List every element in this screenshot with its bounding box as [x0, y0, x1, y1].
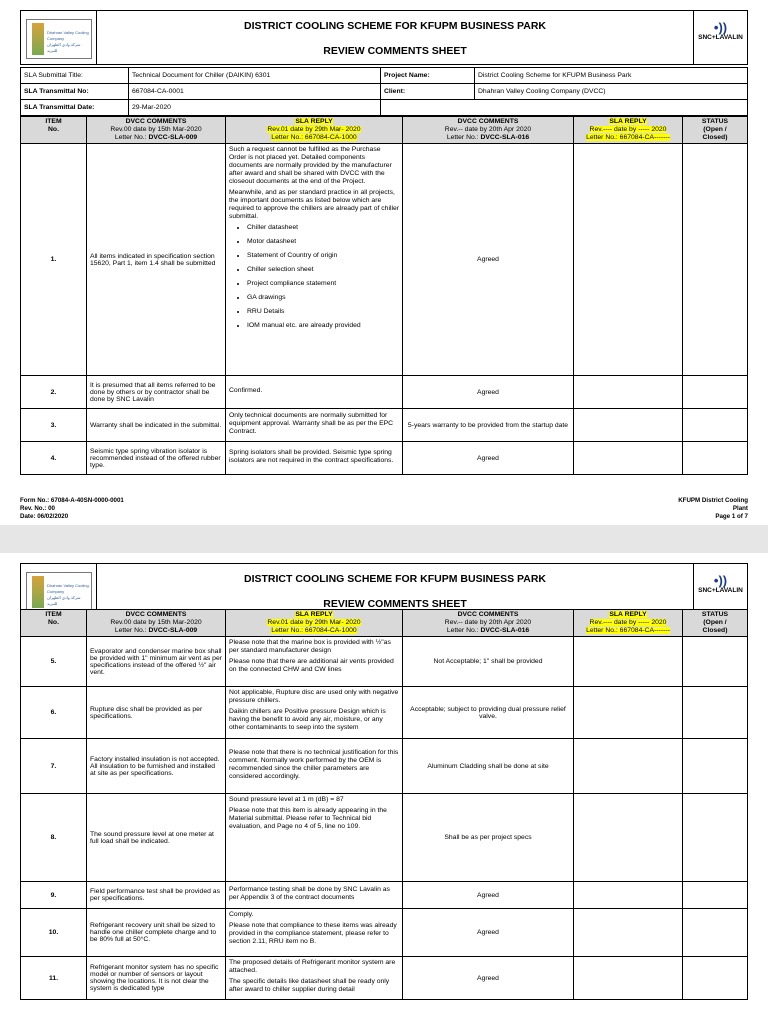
col-header-dvcc-comments: DVCC COMMENTS Rev.00 date by 15th Mar-2020 Letter No.: DVCC-SLA-009	[87, 610, 226, 637]
status-cell	[683, 794, 748, 882]
list-item: • GA drawings	[247, 294, 399, 302]
col-header-sla-reply: SLA REPLY Rev.01 date by 29th Mar- 2020 Letter No.: 667084-CA-1000	[226, 117, 403, 144]
list-item: • RRU Details	[247, 308, 399, 316]
dvcc-comment-2: Agreed	[403, 957, 574, 1000]
sla-reply-2	[574, 442, 683, 475]
reply-paragraph: Please note that compliance to these items was already provided in the compliance statement, please refer to section 2.11, RRU item no B.	[229, 922, 397, 945]
dvcc-comment: Refrigerant monitor system has no specific model or number of sensors or layout showing the locations. It is not clear the system is dedicated type	[87, 957, 226, 1000]
col-header-item: ITEM No.	[21, 610, 87, 637]
reply-paragraph: Comply.	[229, 911, 254, 918]
dvcc-comment: Warranty shall be indicated in the submittal.	[87, 409, 226, 442]
dvcc-comment-2: Agreed	[403, 144, 574, 376]
reply-paragraph: Spring isolators shall be provided. Seismic type spring isolators are not required in the contract specifications.	[229, 448, 394, 464]
dvcc-comment: Evaporator and condenser marine box shall be provided with 1" minimum air vent as per specifications instead of the offered ½" air vent.	[87, 637, 226, 687]
reply-paragraph: Only technical documents are normally submitted for equipment approval. Warranty shall be as per the EPC Contract.	[229, 411, 394, 435]
table-row	[21, 687, 748, 739]
table-row	[21, 442, 748, 475]
reply-paragraph: Please note that there are additional air vents provided on the connected CHW and CW lines	[229, 658, 394, 673]
sla-reply	[226, 882, 403, 909]
status-cell	[683, 409, 748, 442]
sla-reply	[226, 794, 403, 882]
sla-reply	[226, 376, 403, 409]
status-cell	[683, 957, 748, 1000]
table-row	[21, 409, 748, 442]
snc-mark-icon: •))	[713, 573, 728, 588]
table-row	[21, 739, 748, 794]
list-item: • Statement of Country of origin	[247, 252, 399, 260]
document-page-1: Dhahran Valley Cooling Company شركة وادي الظهران للتبريد DISTRICT COOLING SCHEME FOR KFUPM BUSINESS PARK REVIEW COMMENTS SHEET •)) SNC+LAVALIN SLA Submittal Title: Technical Document for Chiller (DAIKIN) 6301 Project Name: District Cooling Scheme for KFUPM Business Park SLA Transmittal No: 667084-CA-0001 Client: Dhahran Valley Cooling Company (DVCC) SLA Transmittal Date: 29-Mar-2020 ITEM No. DVCC COMMENTS Rev.00 date by 15th Mar-2020 Letter No.: DVCC-SLA-009 SLA REPLY Rev.01 date by 29th Mar- 2020 Letter No.: 667084-CA-1000 DVCC COMMENTS Rev.-- date by 20th Apr 2020 Letter No.: DVCC-SLA-016 SLA REPLY Rev.---- date by ----- 2020 Letter No.: 667084-CA------- STATUS (Open / Closed) 1. All items indicated in specification section 15620, Part 1, item 1.4 shall be submitted Such a request cannot be fulfilled as the Purchase Order is not placed yet. Detailed components documents are normally provided by the manufacturer after award and shall be shared with DVCC with the closeout documents at the end of the Project. Meanwhile, and as per standard practice in all projects, the important documents as listed below which are required to approve the chillers are already part of chiller submittal. • Chiller datasheet • Motor datasheet • Statement of Country of origin • Chiller selection sheet • Project compliance statement • GA drawings • RRU Details • IOM manual etc. are already provided Agreed 2. It is presumed that all items referred to be done by others or by contractor shall be done by SNC Lavalin Confirmed. Agreed 3. Warranty shall be indicated in the submittal. Only technical documents are normally submitted for equipment approval. Warranty shall be as per the EPC Contract. 5-years warranty to be provided from the startup date 4. Seismic type spring vibration isolator is recommended instead of the offered rubber type. Spring isolators shall be provided. Seismic type spring isolators are not required in the contract specifications. Agreed Form No.: 67084-A-40SN-0000-0001 Rev. No.: 00 Date: 06/02/2020 KFUPM District Cooling Plant Page 1 of 7	[20, 0, 748, 525]
item-number: 8.	[21, 794, 87, 882]
document-page-2	[20, 553, 748, 1024]
status-cell	[683, 739, 748, 794]
col-header-sla-reply-2: SLA REPLY Rev.---- date by ----- 2020 Letter No.: 667084-CA-------	[574, 117, 683, 144]
sla-reply	[226, 637, 403, 687]
table-row	[21, 957, 748, 1000]
table-row	[21, 144, 748, 376]
page-subtitle: REVIEW COMMENTS SHEET	[323, 598, 467, 610]
item-number: 6.	[21, 687, 87, 739]
list-item: • Project compliance statement	[247, 280, 399, 288]
snc-mark-icon: •))	[713, 20, 728, 35]
status-cell	[683, 442, 748, 475]
item-number: 3.	[21, 409, 87, 442]
sla-reply-2	[574, 409, 683, 442]
form-date: Date: 06/02/2020	[20, 513, 69, 520]
col-header-sla-reply-2: SLA REPLY Rev.---- date by ----- 2020 Letter No.: 667084-CA-------	[574, 610, 683, 637]
sla-reply-2	[574, 882, 683, 909]
table-row	[21, 882, 748, 909]
page-title: DISTRICT COOLING SCHEME FOR KFUPM BUSINESS PARK	[244, 573, 546, 585]
dvcc-comment: The sound pressure level at one meter at full load shall be indicated.	[87, 794, 226, 882]
info-label: SLA Transmittal Date:	[21, 100, 129, 116]
item-number: 9.	[21, 882, 87, 909]
item-number: 5.	[21, 637, 87, 687]
sla-reply-2	[574, 687, 683, 739]
sla-reply	[226, 909, 403, 957]
info-value: District Cooling Scheme for KFUPM Business Park	[475, 68, 748, 84]
table-row	[21, 909, 748, 957]
reply-paragraph: Sound pressure level at 1 m (dB) = 87	[229, 796, 344, 803]
dvcc-comment-2: Not Acceptable; 1" shall be provided	[403, 637, 574, 687]
table-row	[21, 637, 748, 687]
dvcc-comment: Seismic type spring vibration isolator is recommended instead of the offered rubber type.	[87, 442, 226, 475]
status-cell	[683, 637, 748, 687]
dvcc-comment-2: Acceptable; subject to providing dual pressure relief valve.	[403, 687, 574, 739]
dvcc-comment-2: Agreed	[403, 376, 574, 409]
review-comments-table	[20, 116, 748, 475]
reply-paragraph: Please note that this item is already appearing in the Material submittal. Please refer to Technical bid evaluation, and Page no 4 of 5, line no 109.	[229, 807, 387, 830]
table-row	[21, 794, 748, 882]
dvcc-comment-2: Agreed	[403, 882, 574, 909]
list-item: • IOM manual etc. are already provided	[247, 322, 399, 330]
dvcc-comment-2: Aluminum Cladding shall be done at site	[403, 739, 574, 794]
info-value: 667084-CA-0001	[129, 84, 381, 100]
sla-reply	[226, 739, 403, 794]
page-subtitle: REVIEW COMMENTS SHEET	[323, 45, 467, 57]
item-number: 2.	[21, 376, 87, 409]
reply-paragraph: Such a request cannot be fulfilled as the Purchase Order is not placed yet. Detailed components documents are normally provided by the manufacturer after award and shall be shared with DVCC with the closeout documents at the end of the Project.	[229, 146, 392, 185]
info-label: Client:	[381, 84, 475, 100]
item-number: 7.	[21, 739, 87, 794]
sla-reply-2	[574, 376, 683, 409]
col-header-item: ITEM No.	[21, 117, 87, 144]
item-number: 4.	[21, 442, 87, 475]
col-header-status: STATUS (Open / Closed)	[683, 610, 748, 637]
sla-reply-2	[574, 957, 683, 1000]
dvcc-comment: Rupture disc shall be provided as per specifications.	[87, 687, 226, 739]
status-cell	[683, 687, 748, 739]
col-header-dvcc-comments-2: DVCC COMMENTS Rev.-- date by 20th Apr 2020 Letter No.: DVCC-SLA-016	[403, 117, 574, 144]
item-number: 1.	[21, 144, 87, 376]
reply-paragraph: The proposed details of Refrigerant monitor system are attached.	[229, 959, 396, 974]
list-item: • Motor datasheet	[247, 238, 399, 246]
status-cell	[683, 882, 748, 909]
reply-paragraph: Meanwhile, and as per standard practice in all projects, the important documents as listed below which are required to approve the chillers are already part of chiller submittal.	[229, 189, 400, 220]
col-header-dvcc-comments: DVCC COMMENTS Rev.00 date by 15th Mar-2020 Letter No.: DVCC-SLA-009	[87, 117, 226, 144]
col-header-sla-reply: SLA REPLY Rev.01 date by 29th Mar- 2020 Letter No.: 667084-CA-1000	[226, 610, 403, 637]
status-cell	[683, 376, 748, 409]
reply-list	[247, 224, 399, 330]
review-comments-table	[20, 609, 748, 1000]
snc-lavalin-logo: •)) SNC+LAVALIN	[693, 11, 747, 64]
dvcc-comment-2: Agreed	[403, 442, 574, 475]
sla-reply-2	[574, 637, 683, 687]
item-number: 10.	[21, 909, 87, 957]
dvcc-comment: Factory installed insulation is not accepted. All insulation to be furnished and installed at site as per specifications.	[87, 739, 226, 794]
item-number: 11.	[21, 957, 87, 1000]
sla-reply-2	[574, 144, 683, 376]
dvcc-comment-2: 5-years warranty to be provided from the startup date	[403, 409, 574, 442]
info-value: Technical Document for Chiller (DAIKIN) 6301	[129, 68, 381, 84]
dvcc-logo: Dhahran Valley Cooling Company شركة وادي الظهران للتبريد	[21, 564, 97, 617]
sla-reply	[226, 409, 403, 442]
list-item: • Chiller selection sheet	[247, 266, 399, 274]
list-item: • Chiller datasheet	[247, 224, 399, 232]
dvcc-comment: It is presumed that all items referred to be done by others or by contractor shall be done by SNC Lavalin	[87, 376, 226, 409]
status-cell	[683, 909, 748, 957]
reply-paragraph: Please note that the marine box is provided with ½"as per standard manufacturer design	[229, 639, 391, 654]
reply-paragraph: Please note that there is no technical justification for this comment. Normally work performed by the OEM is recommended since the chiller parameters are considered accordingly.	[229, 748, 399, 780]
status-cell	[683, 144, 748, 376]
dvcc-comment: Refrigerant recovery unit shall be sized to handle one chiller complete charge and to be 80% full at 50°C.	[87, 909, 226, 957]
reply-paragraph: Performance testing shall be done by SNC Lavalin as per Appendix 3 of the contract documents	[229, 885, 390, 901]
submittal-info-table	[20, 67, 748, 116]
reply-paragraph: Not applicable, Rupture disc are used only with negative pressure chillers.	[229, 689, 399, 704]
info-label: SLA Transmittal No:	[21, 84, 129, 100]
info-value: 29-Mar-2020	[129, 100, 381, 116]
reply-paragraph: Confirmed.	[229, 386, 263, 394]
reply-paragraph: The specific details like datasheet shall be ready only after award to chiller supplier during detail	[229, 978, 390, 993]
sla-reply-2	[574, 794, 683, 882]
info-label: Project Name:	[381, 68, 475, 84]
dvcc-comment: All items indicated in specification section 15620, Part 1, item 1.4 shall be submitted	[87, 144, 226, 376]
page-header	[20, 10, 748, 65]
sla-reply	[226, 442, 403, 475]
info-value: Dhahran Valley Cooling Company (DVCC)	[475, 84, 748, 100]
dvcc-logo: Dhahran Valley Cooling Company شركة وادي الظهران للتبريد	[21, 11, 97, 64]
page-number: Page 1 of 7	[715, 513, 748, 520]
info-label: SLA Submittal Title:	[21, 68, 129, 84]
table-row	[21, 376, 748, 409]
sla-reply	[226, 687, 403, 739]
sla-reply	[226, 144, 403, 376]
revision-number: Rev. No.: 00	[20, 505, 55, 512]
dvcc-comment-2: Shall be as per project specs	[403, 794, 574, 882]
dvcc-comment: Field performance test shall be provided as per specifications.	[87, 882, 226, 909]
dvcc-comment-2: Agreed	[403, 909, 574, 957]
col-header-status: STATUS (Open / Closed)	[683, 117, 748, 144]
sla-reply	[226, 957, 403, 1000]
snc-lavalin-logo: •)) SNC+LAVALIN	[693, 564, 747, 617]
page-title: DISTRICT COOLING SCHEME FOR KFUPM BUSINESS PARK	[244, 20, 546, 32]
col-header-dvcc-comments-2: DVCC COMMENTS Rev.-- date by 20th Apr 2020 Letter No.: DVCC-SLA-016	[403, 610, 574, 637]
form-number: Form No.: 67084-A-40SN-0000-0001	[20, 497, 124, 504]
sla-reply-2	[574, 739, 683, 794]
reply-paragraph: Daikin chillers are Positive pressure Design which is having the benefit to avoid any air, moisture, or any other contaminants to seep into the system	[229, 708, 386, 731]
page-separator	[0, 525, 768, 553]
sla-reply-2	[574, 909, 683, 957]
